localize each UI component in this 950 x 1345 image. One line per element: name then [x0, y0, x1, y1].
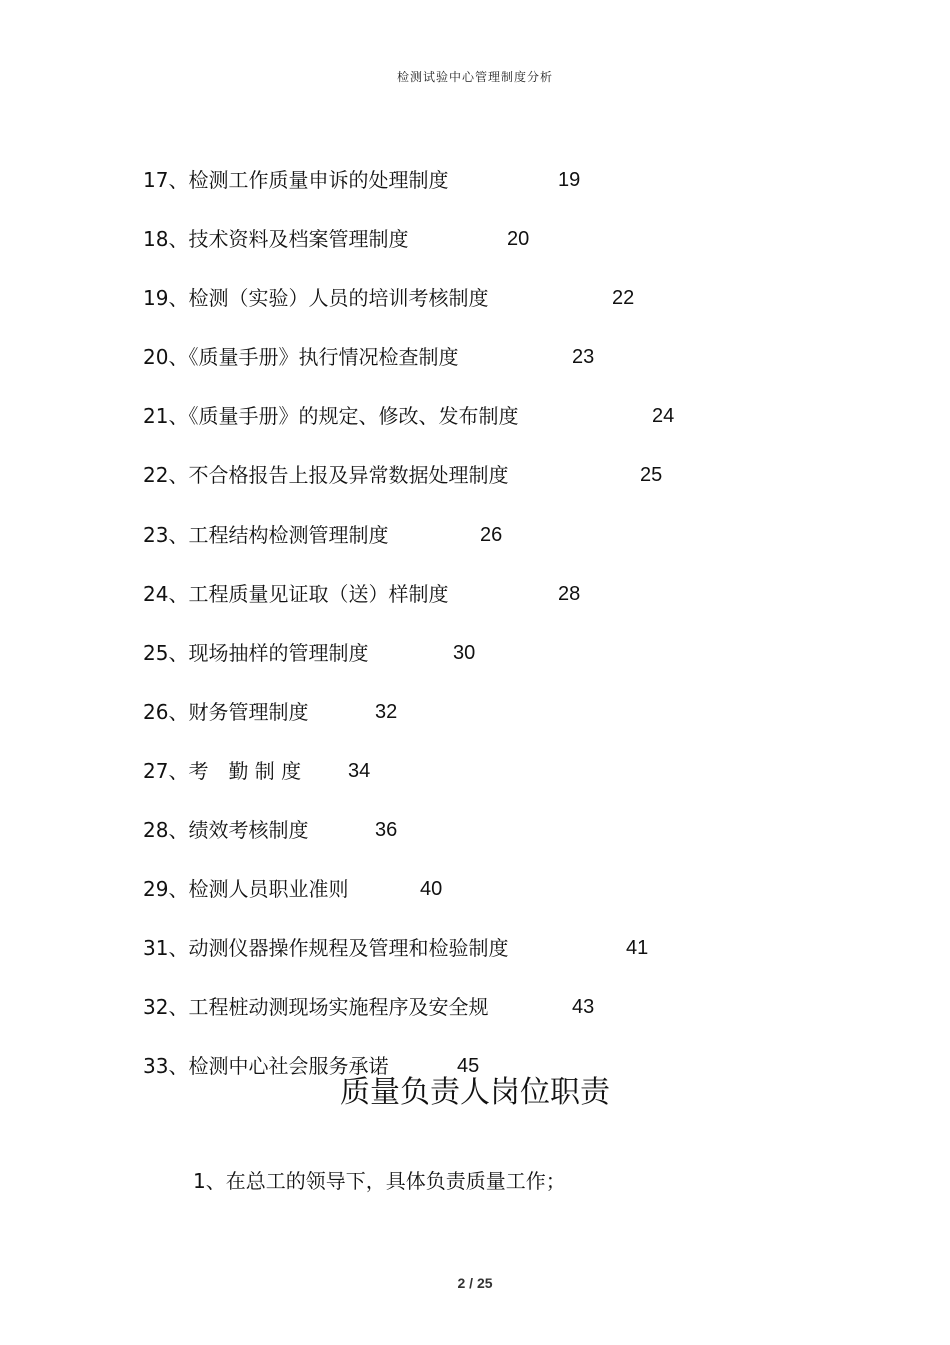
toc-item [143, 875, 443, 903]
toc-item [143, 639, 476, 667]
toc-item-page: 20 [507, 228, 530, 250]
toc-item [143, 521, 503, 549]
toc-item-page: 22 [612, 287, 635, 309]
page-number: 2 / 25 [457, 1275, 493, 1291]
page-header: 检测试验中心管理制度分析 [396, 70, 553, 84]
toc-item-number: 33 [143, 1054, 169, 1078]
toc-item-page: 26 [480, 524, 503, 546]
toc-item-page: 23 [572, 346, 595, 368]
toc-item-number: 23 [143, 523, 169, 547]
toc-item-title: 、工程质量见证取（送）样制度 [168, 582, 449, 606]
toc-item [143, 225, 530, 253]
toc-item-page: 28 [558, 583, 581, 605]
toc-item-title: 、检测人员职业准则 [168, 877, 349, 901]
toc-item-title: 、检测中心社会服务承诺 [168, 1054, 389, 1078]
toc-item-number: 21 [143, 404, 169, 428]
toc-item-page: 43 [572, 996, 595, 1018]
toc-item [143, 402, 675, 430]
toc-item [143, 698, 398, 726]
toc-item-title: 、不合格报告上报及异常数据处理制度 [168, 463, 509, 487]
toc-item-page: 24 [652, 405, 675, 427]
toc-item-title: 、《质量手册》的规定、修改、发布制度 [168, 404, 519, 428]
toc-item-title: 、动测仪器操作规程及管理和检验制度 [168, 936, 509, 960]
toc-item-number: 32 [143, 995, 169, 1019]
toc-item-title: 、财务管理制度 [168, 700, 309, 724]
toc-item-title: 、工程桩动测现场实施程序及安全规 [168, 995, 489, 1019]
toc-item [143, 816, 398, 844]
toc-item-number: 27 [143, 759, 169, 783]
toc-item-number: 20 [143, 345, 169, 369]
toc-item-page: 34 [348, 760, 371, 782]
toc-item-title: 、现场抽样的管理制度 [168, 641, 369, 665]
toc-item-number: 31 [143, 936, 169, 960]
toc-item-page: 25 [640, 464, 663, 486]
toc-item-title: 、检测工作质量申诉的处理制度 [168, 168, 449, 192]
toc-item-number: 28 [143, 818, 169, 842]
toc-item [143, 284, 635, 312]
body-paragraph: 1、在总工的领导下，具体负责质量工作； [193, 1169, 566, 1193]
toc-item [143, 993, 595, 1021]
toc-item-title: 、考 勤 制 度 [168, 759, 302, 783]
toc-item-page: 45 [457, 1055, 480, 1077]
toc-item-page: 30 [453, 642, 476, 664]
toc-item-title: 、工程结构检测管理制度 [168, 523, 389, 547]
toc-item-title: 、《质量手册》执行情况检查制度 [168, 345, 459, 369]
toc-item-number: 18 [143, 227, 169, 251]
toc-item-page: 32 [375, 701, 398, 723]
toc-item [143, 343, 595, 371]
section-title: 质量负责人岗位职责 [340, 1075, 610, 1110]
toc-item-page: 40 [420, 878, 443, 900]
toc-item-title: 、绩效考核制度 [168, 818, 309, 842]
toc-item-page: 19 [558, 169, 581, 191]
toc-item-number: 24 [143, 582, 169, 606]
toc-item-number: 29 [143, 877, 169, 901]
toc-item-number: 19 [143, 286, 169, 310]
toc-item-title: 、技术资料及档案管理制度 [168, 227, 409, 251]
toc-item-number: 25 [143, 641, 169, 665]
toc-item [143, 757, 371, 785]
toc-item-page: 41 [626, 937, 649, 959]
toc-item-number: 17 [143, 168, 169, 192]
toc-item [143, 580, 581, 608]
toc-item-page: 36 [375, 819, 398, 841]
toc-item [143, 166, 581, 194]
toc-item-number: 22 [143, 463, 169, 487]
toc-item [143, 461, 663, 489]
toc-item-title: 、检测（实验）人员的培训考核制度 [168, 286, 489, 310]
toc-item [143, 934, 649, 962]
toc-item-number: 26 [143, 700, 169, 724]
